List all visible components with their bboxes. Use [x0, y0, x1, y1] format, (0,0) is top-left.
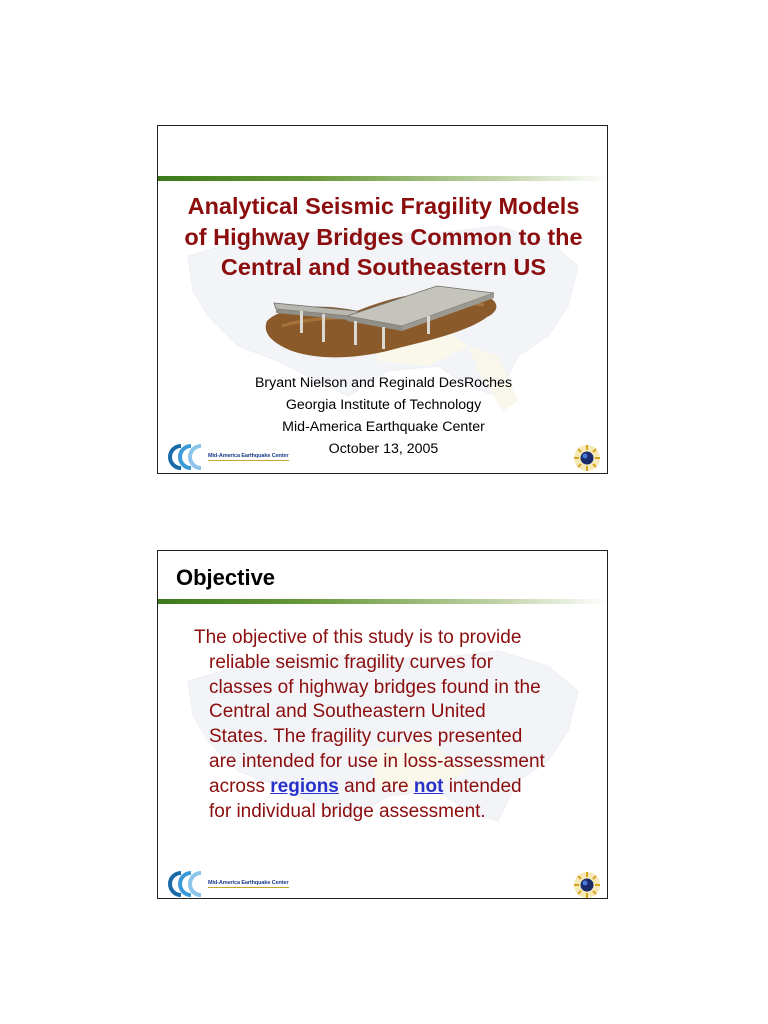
mae-center-logo-icon: [163, 442, 207, 472]
title-line: Analytical Seismic Fragility Models: [187, 193, 580, 219]
text-line: Central and Southeastern United: [209, 701, 486, 723]
keyword-not: not: [413, 775, 444, 797]
slide-title: [158, 191, 608, 283]
objective-slide: [157, 550, 608, 899]
presentation-date: October 13, 2005: [328, 441, 439, 457]
objective-text: [194, 626, 594, 824]
author-names: Bryant Nielson and Reginald DesRoches: [254, 375, 513, 391]
mae-center-logo: [163, 869, 323, 899]
text-fragment: intended: [443, 775, 522, 797]
institution: Georgia Institute of Technology: [285, 397, 482, 413]
mae-center-logo-icon: [163, 869, 207, 899]
text-line: States. The fragility curves presented: [209, 726, 523, 748]
bridge-illustration: [262, 281, 507, 366]
logo-label: Mid-America Earthquake Center: [208, 453, 289, 459]
logo-label: Mid-America Earthquake Center: [208, 880, 289, 886]
title-slide: [157, 125, 608, 474]
title-line: Central and Southeastern US: [220, 254, 547, 280]
text-line: [194, 775, 594, 800]
text-line: are intended for use in loss-assessment: [209, 750, 545, 772]
text-line: reliable seismic fragility curves for: [209, 651, 494, 673]
text-fragment: across: [209, 775, 271, 797]
text-line: classes of highway bridges found in the: [209, 676, 541, 698]
text-line: for individual bridge assessment.: [209, 800, 486, 822]
research-center: Mid-America Earthquake Center: [282, 419, 485, 435]
mae-center-logo: [163, 442, 323, 472]
text-line: The objective of this study is to provide: [194, 627, 522, 648]
title-line: of Highway Bridges Common to the: [184, 223, 583, 250]
title-divider-bar: [158, 599, 608, 604]
title-divider-bar: [158, 176, 608, 181]
slide-title: Objective: [176, 565, 276, 590]
keyword-regions: regions: [270, 775, 339, 797]
nsf-emblem-icon: [573, 871, 601, 899]
text-fragment: and are: [338, 775, 414, 797]
nsf-emblem-icon: [573, 444, 601, 472]
